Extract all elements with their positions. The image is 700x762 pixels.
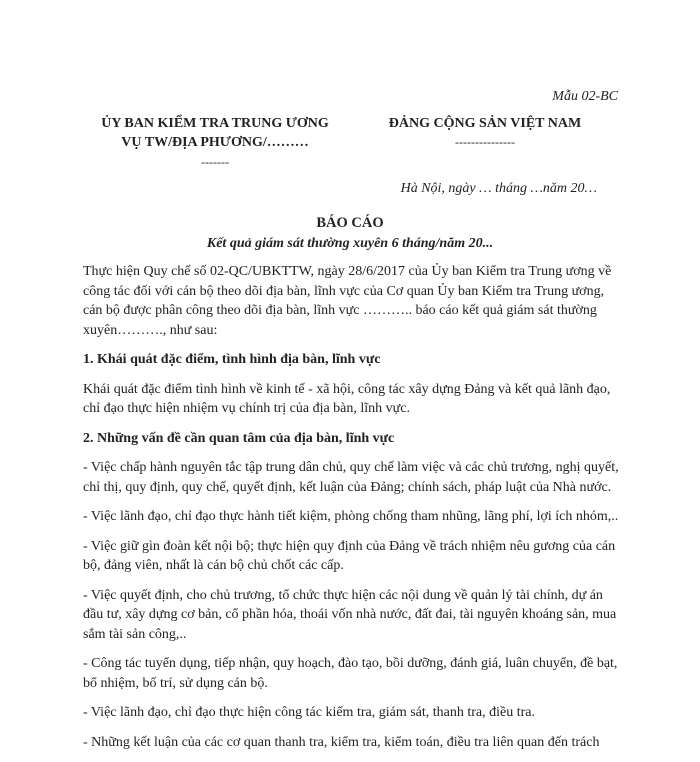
section1-text: Khái quát đặc điểm tình hình về kinh tế - xã hội, công tác xây dựng Đảng và kết quả lãnh đạo, chỉ đạo thực hiện nhiệm vụ chính trị của địa bàn, lĩnh vực. <box>83 381 611 416</box>
report-subtitle: Kết quả giám sát thường xuyên 6 tháng/năm 20... <box>206 236 494 251</box>
section2-item: - Việc giữ gìn đoàn kết nội bộ; thực hiện quy định của Đảng về trách nhiệm nêu gương của cán bộ, đảng viên, nhất là cán bộ chủ chốt các cấp. <box>83 538 616 573</box>
left-header-line1: ỦY BAN KIỂM TRA TRUNG ƯƠNG <box>101 116 329 131</box>
report-title: BÁO CÁO <box>316 215 384 231</box>
report-body <box>83 262 623 762</box>
right-header-rule: --------------- <box>455 135 515 149</box>
section2-item: - Những kết luận của các cơ quan thanh tra, kiểm tra, kiểm toán, điều tra liên quan đến trách <box>83 734 600 750</box>
section2-item: - Việc lãnh đạo, chỉ đạo thực hành tiết kiệm, phòng chống tham nhũng, lãng phí, lợi ích nhóm,.. <box>83 509 619 524</box>
left-header-rule: ------- <box>201 155 229 169</box>
intro-paragraph: Thực hiện Quy chế số 02-QC/UBKTTW, ngày 28/6/2017 của Ủy ban Kiểm tra Trung ương về công tác đối với cán bộ theo dõi địa bàn, lĩnh vực của Cơ quan Ủy ban Kiểm tra Trung ương, cán bộ được phân công theo dõi địa bàn, lĩnh vực ……….. báo cáo kết quả giám sát thường xuyên………., như sau: <box>83 264 612 338</box>
left-header-line2: VỤ TW/ĐỊA PHƯƠNG/……… <box>121 135 309 150</box>
section1-heading: 1. Khái quát đặc điểm, tình hình địa bàn, lĩnh vực <box>83 352 381 367</box>
right-header-line1: ĐẢNG CỘNG SẢN VIỆT NAM <box>388 116 582 131</box>
section2-item: - Việc lãnh đạo, chỉ đạo thực hiện công tác kiểm tra, giám sát, thanh tra, điều tra. <box>83 705 535 720</box>
date-line: Hà Nội, ngày … tháng …năm 20… <box>400 181 597 196</box>
section2-item: - Công tác tuyển dụng, tiếp nhận, quy hoạch, đào tạo, bồi dưỡng, đánh giá, luân chuyển, đề bạt, bổ nhiệm, bố trí, sử dụng cán bộ. <box>83 656 618 691</box>
section2-item: - Việc quyết định, cho chủ trương, tổ chức thực hiện các nội dung về quản lý tài chính, dự án đầu tư, xây dựng cơ bản, cổ phần hóa, thoái vốn nhà nước, đất đai, tài nguyên khoáng sản, mua sắm tài sản công,.. <box>83 587 617 642</box>
section2-item: - Việc chấp hành nguyên tắc tập trung dân chủ, quy chế làm việc và các chủ trương, nghị quyết, chỉ thị, quy định, quy chế, quyết định, kết luận của Đảng; chính sách, pháp luật của Nhà nước. <box>83 460 619 495</box>
form-code: Mẫu 02-BC <box>552 89 618 104</box>
section2-heading: 2. Những vấn đề cần quan tâm của địa bàn, lĩnh vực <box>83 430 395 446</box>
